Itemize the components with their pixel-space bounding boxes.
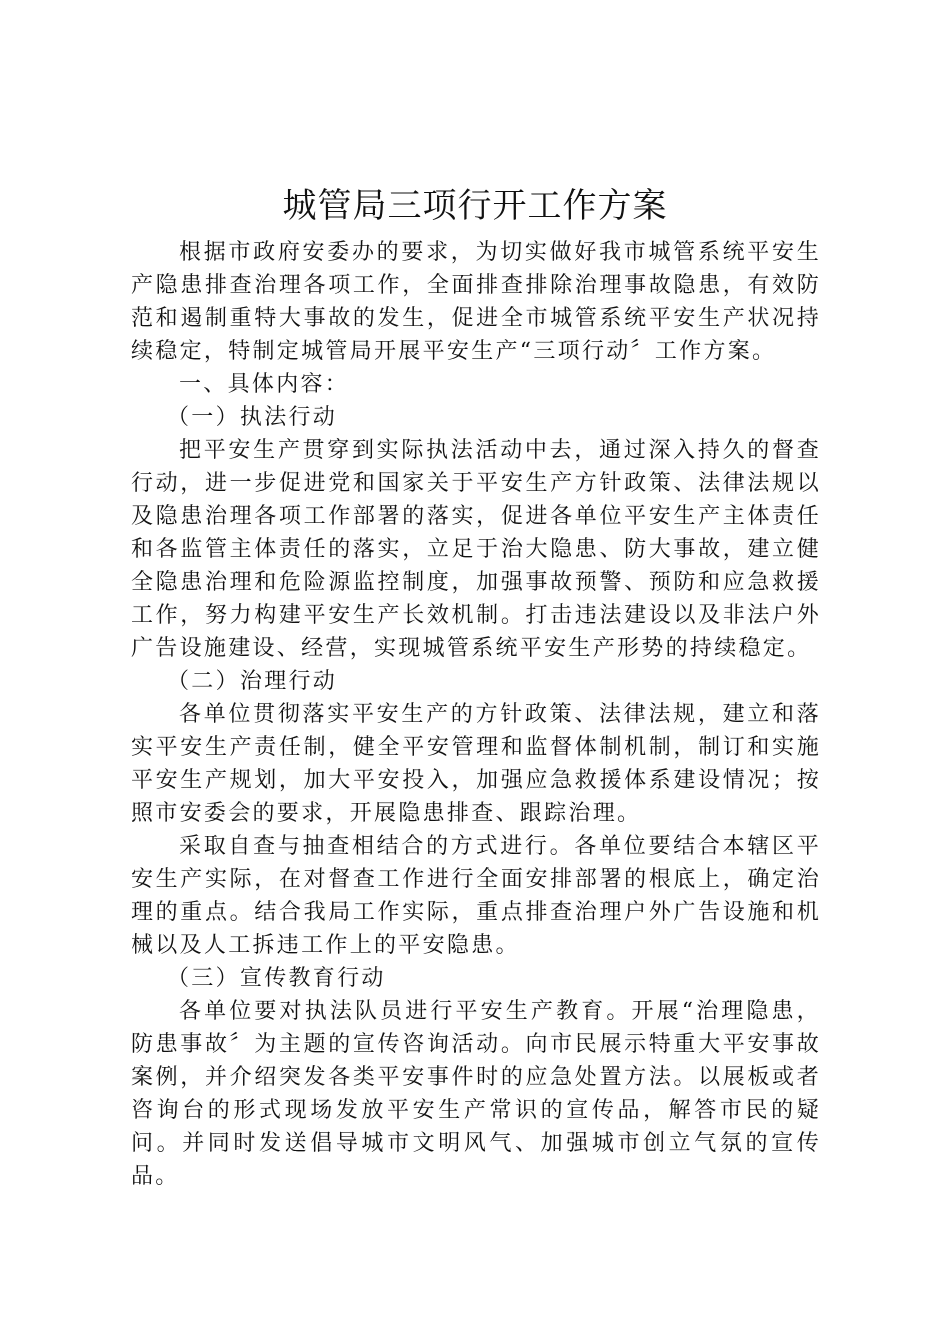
subheading-governance: （二）治理行动 [167,669,338,694]
intro-paragraph: 根据市政府安委办的要求，为切实做好我市城管系统平安生产隐患排查治理各项工作，全面排查排除治理事故隐患，有效防范和遏制重特大事故的发生，促进全市城管系统平安生产状况持续稳定，特制定城管局开展平安生产“三项行动〞工作方案。 [131,240,821,364]
section-heading-content: 一、具体内容： [179,372,350,397]
subheading-publicity: （三）宣传教育行动 [167,966,386,991]
subheading-enforcement: （一）执法行动 [167,405,338,430]
paragraph-governance-2: 采取自查与抽查相结合的方式进行。各单位要结合本辖区平安生产实际，在对督查工作进行全面安排部署的根底上，确定治理的重点。结合我局工作实际，重点排查治理户外广告设施和机械以及人工拆违工作上的平安隐患。 [131,834,821,958]
paragraph-governance-1: 各单位贯彻落实平安生产的方针政策、法律法规，建立和落实平安生产责任制，健全平安管理和监督体制机制，制订和实施平安生产规划，加大平安投入，加强应急救援体系建设情况；按照市安委会的要求，开展隐患排查、跟踪治理。 [131,702,821,826]
paragraph-enforcement: 把平安生产贯穿到实际执法活动中去，通过深入持久的督查行动，进一步促进党和国家关于平安生产方针政策、法律法规以及隐患治理各项工作部署的落实，促进各单位平安生产主体责任和各监管主体责任的落实，立足于治大隐患、防大事故，建立健全隐患治理和危险源监控制度，加强事故预警、预防和应急救援工作，努力构建平安生产长效机制。打击违法建设以及非法户外广告设施建设、经营，实现城管系统平安生产形势的持续稳定。 [131,438,821,661]
paragraph-publicity: 各单位要对执法队员进行平安生产教育。开展“治理隐患，防患事故〞为主题的宣传咨询活动。向市民展示特重大平安事故案例，并介绍突发各类平安事件时的应急处置方法。以展板或者咨询台的形式现场发放平安生产常识的宣传品，解答市民的疑问。并同时发送倡导城市文明风气、加强城市创立气氛的宣传品。 [131,999,821,1189]
document-body [131,236,821,1193]
document-title: 城管局三项行开工作方案 [282,186,668,226]
